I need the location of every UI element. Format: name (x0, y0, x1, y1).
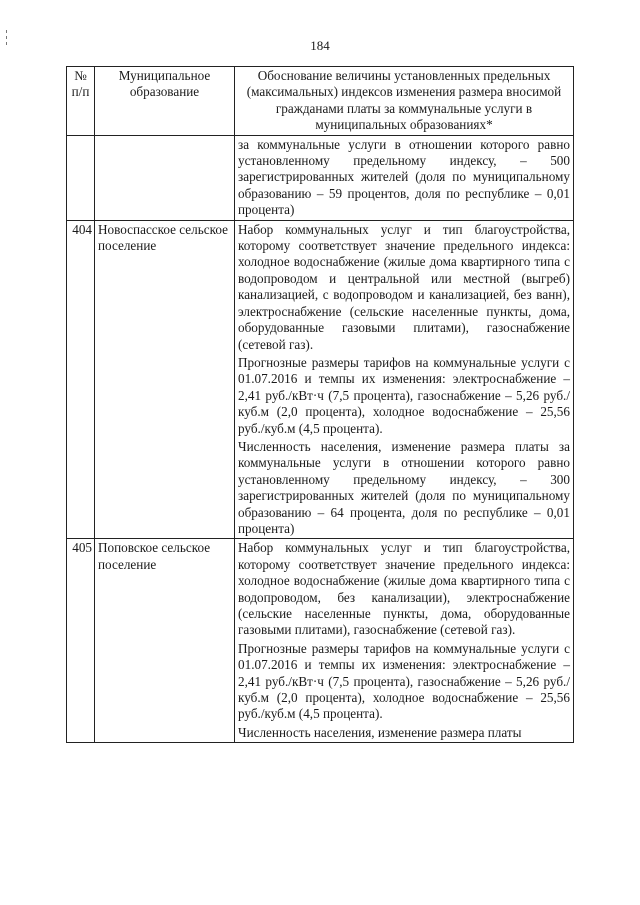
row-num: 405 (67, 539, 95, 743)
row-justification (235, 135, 574, 220)
tariff-table (66, 66, 574, 743)
justification-paragraph: Прогнозные размеры тарифов на коммунальные услуги с 01.07.2016 и темпы их изменения: электроснабжение – 2,41 руб./кВт·ч (7,5 процента), газоснабжение – 5,26 руб./куб.м (2,0 процента), холодное водоснабжение – 25,56 руб./куб.м (4,5 процента). (238, 640, 570, 722)
justification-paragraph: за коммунальные услуги в отношении которого равно установленному предельному индексу, – 500 зарегистрированных жителей (доля по муниципальному образованию – 59 процентов, доля по республике – 0,01 процента) (238, 136, 570, 218)
row-municipality: Поповское сельское поселение (95, 539, 235, 743)
row-num (67, 135, 95, 220)
page-number: 184 (310, 38, 330, 53)
justification-paragraph: Набор коммунальных услуг и тип благоустройства, которому соответствует значение предельного индекса: холодное водоснабжение (жилые дома квартирного типа с водопроводом и центральной или местной (выгреб) канализацией, с водопроводом и канализацией, без ванн), электроснабжение (сельские населенные пункты, дома, оборудованные газовыми плитами), газоснабжение (сетевой газ). (238, 221, 570, 352)
justification-paragraph: Набор коммунальных услуг и тип благоустройства, которому соответствует значение предельного индекса: холодное водоснабжение (жилые дома квартирного типа с водопроводом, без канализации), электроснабжение (сельские населенные пункты, дома, оборудованные газовыми плитами), газоснабжение (сетевой газ). (238, 540, 570, 638)
row-justification (235, 539, 574, 743)
row-municipality: Новоспасское сельское поселение (95, 220, 235, 539)
table-row-404 (67, 220, 574, 539)
header-municipality: Муниципальное образование (95, 67, 235, 136)
justification-paragraph: Прогнозные размеры тарифов на коммунальные услуги с 01.07.2016 и темпы их изменения: электроснабжение – 2,41 руб./кВт·ч (7,5 процента), газоснабжение – 5,26 руб./куб.м (2,0 процента), холодное водоснабжение – 25,56 руб./куб.м (4,5 процента). (238, 354, 570, 436)
table-row-405 (67, 539, 574, 743)
justification-paragraph: Численность населения, изменение размера платы за коммунальные услуги в отношении которого равно установленному предельному индексу, – 300 зарегистрированных жителей (доля по муниципальному образованию – 64 процента, доля по республике – 0,01 процента) (238, 438, 570, 536)
table-header-row (67, 67, 574, 136)
header-justification: Обоснование величины установленных предельных (максимальных) индексов изменения размера вносимой гражданами платы за коммунальные услуги в муниципальных образованиях* (235, 67, 574, 136)
table-row-continuation (67, 135, 574, 220)
row-justification (235, 220, 574, 539)
row-municipality (95, 135, 235, 220)
header-num: № п/п (67, 67, 95, 136)
row-num: 404 (67, 220, 95, 539)
justification-paragraph: Численность населения, изменение размера платы (238, 724, 522, 740)
